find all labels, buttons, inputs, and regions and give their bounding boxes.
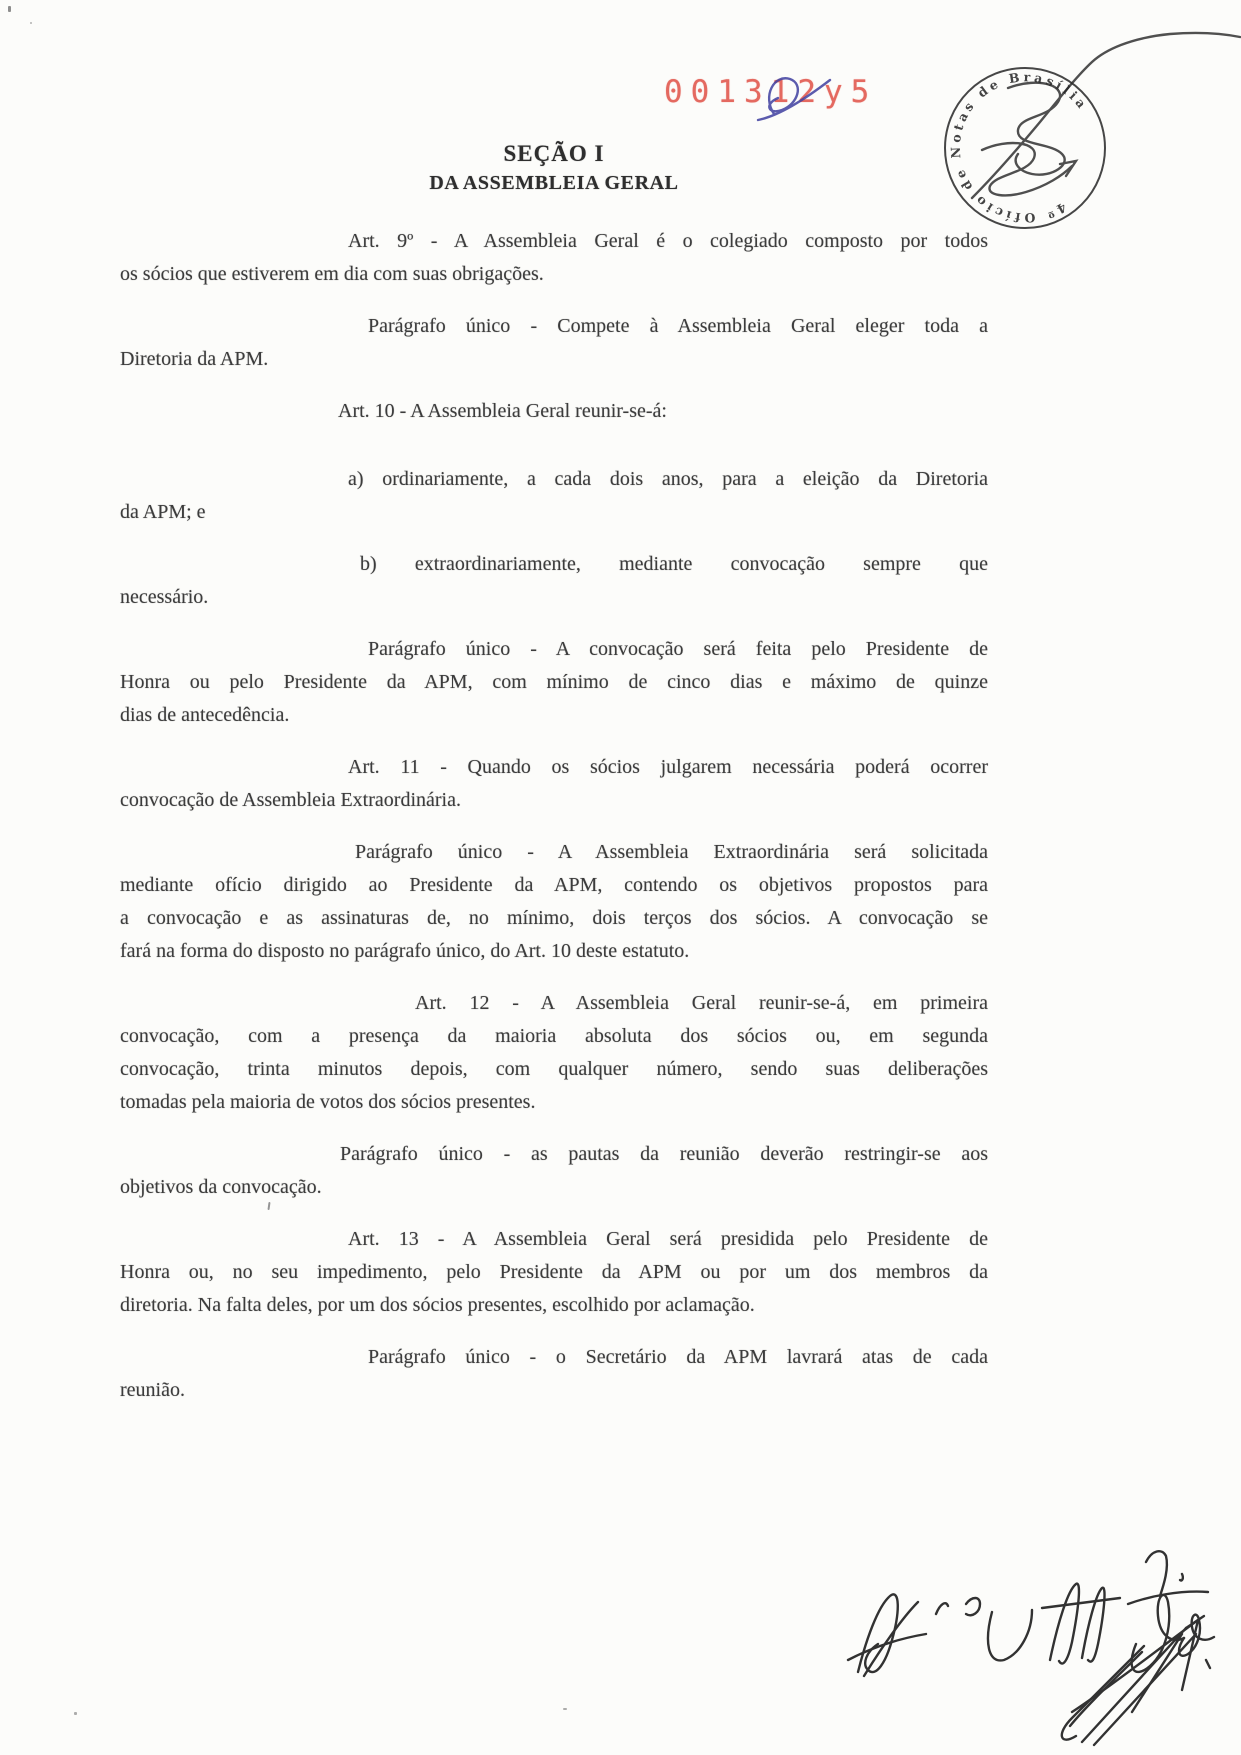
scan-speckle: [8, 6, 11, 12]
paragraph: [120, 836, 988, 968]
blue-pen-scribble: [752, 66, 842, 130]
text-line: fará na forma do disposto no parágrafo único, do Art. 10 deste estatuto.: [120, 940, 690, 962]
stamp-ring-text: 4º Ofício de Notas de Brasília: [947, 69, 1092, 226]
paragraph: [120, 1223, 988, 1322]
scan-speckle: [563, 1708, 567, 1710]
text-line: Parágrafo único - A convocação será feita pelo Presidente de: [368, 638, 988, 660]
paragraph: [120, 395, 988, 428]
text-line: Art. 10 - A Assembleia Geral reunir-se-á:: [338, 400, 667, 422]
paragraph: [120, 633, 988, 732]
text-line: Diretoria da APM.: [120, 348, 269, 370]
text-line: reunião.: [120, 1379, 185, 1401]
paragraph: [120, 751, 988, 817]
text-line: mediante ofício dirigido ao Presidente da APM, contendo os objetivos propostos para: [120, 874, 988, 896]
text-line: necessário.: [120, 586, 209, 608]
section-subtitle: DA ASSEMBLEIA GERAL: [429, 172, 679, 194]
paragraph: [120, 463, 988, 529]
stamp-signature-swirl: [972, 33, 1240, 198]
text-line: tomadas pela maioria de votos dos sócios presentes.: [120, 1091, 536, 1113]
text-line: convocação, trinta minutos depois, com qualquer número, sendo suas deliberações: [120, 1058, 988, 1080]
scan-speckle: [74, 1712, 77, 1715]
scan-speckle: [30, 22, 32, 24]
text-line: a) ordinariamente, a cada dois anos, para a eleição da Diretoria: [348, 468, 988, 490]
text-line: Art. 9º - A Assembleia Geral é o colegiado composto por todos: [348, 230, 988, 252]
text-line: Honra ou pelo Presidente da APM, com mínimo de cinco dias e máximo de quinze: [120, 671, 988, 693]
text-line: dias de antecedência.: [120, 704, 290, 726]
text-line: objetivos da convocação.: [120, 1176, 322, 1198]
signature-scrawl: [830, 1540, 1230, 1755]
text-line: b) extraordinariamente, mediante convocação sempre que: [360, 553, 988, 575]
text-line: Art. 11 - Quando os sócios julgarem necessária poderá ocorrer: [348, 756, 988, 778]
text-line: convocação, com a presença da maioria absoluta dos sócios ou, em segunda: [120, 1025, 988, 1047]
paragraph: [120, 548, 988, 614]
paragraph: [120, 1138, 988, 1204]
paragraph: [120, 1341, 988, 1407]
paragraph: [120, 225, 988, 291]
text-line: convocação de Assembleia Extraordinária.: [120, 789, 461, 811]
text-line: Parágrafo único - A Assembleia Extraordinária será solicitada: [355, 841, 988, 863]
notary-round-stamp: [920, 30, 1241, 245]
paragraph: [120, 987, 988, 1119]
text-line: Parágrafo único - o Secretário da APM lavrará atas de cada: [368, 1346, 988, 1368]
text-line: Art. 13 - A Assembleia Geral será presidida pelo Presidente de: [348, 1228, 988, 1250]
section-title: SEÇÃO I: [503, 141, 605, 166]
text-line: Parágrafo único - as pautas da reunião deverão restringir-se aos: [340, 1143, 988, 1165]
text-line: diretoria. Na falta deles, por um dos sócios presentes, escolhido por aclamação.: [120, 1294, 755, 1316]
text-line: Art. 12 - A Assembleia Geral reunir-se-á, em primeira: [415, 992, 988, 1014]
document-body: [120, 225, 988, 1407]
text-line: a convocação e as assinaturas de, no mínimo, dois terços dos sócios. A convocação se: [120, 907, 988, 929]
paragraph: [120, 310, 988, 376]
text-line: Honra ou, no seu impedimento, pelo Presidente da APM ou por um dos membros da: [120, 1261, 988, 1283]
text-line: da APM; e: [120, 501, 206, 523]
text-line: os sócios que estiverem em dia com suas obrigações.: [120, 263, 544, 285]
text-line: Parágrafo único - Compete à Assembleia Geral eleger toda a: [368, 315, 988, 337]
page-number-stamp: 001312y5: [664, 74, 878, 110]
